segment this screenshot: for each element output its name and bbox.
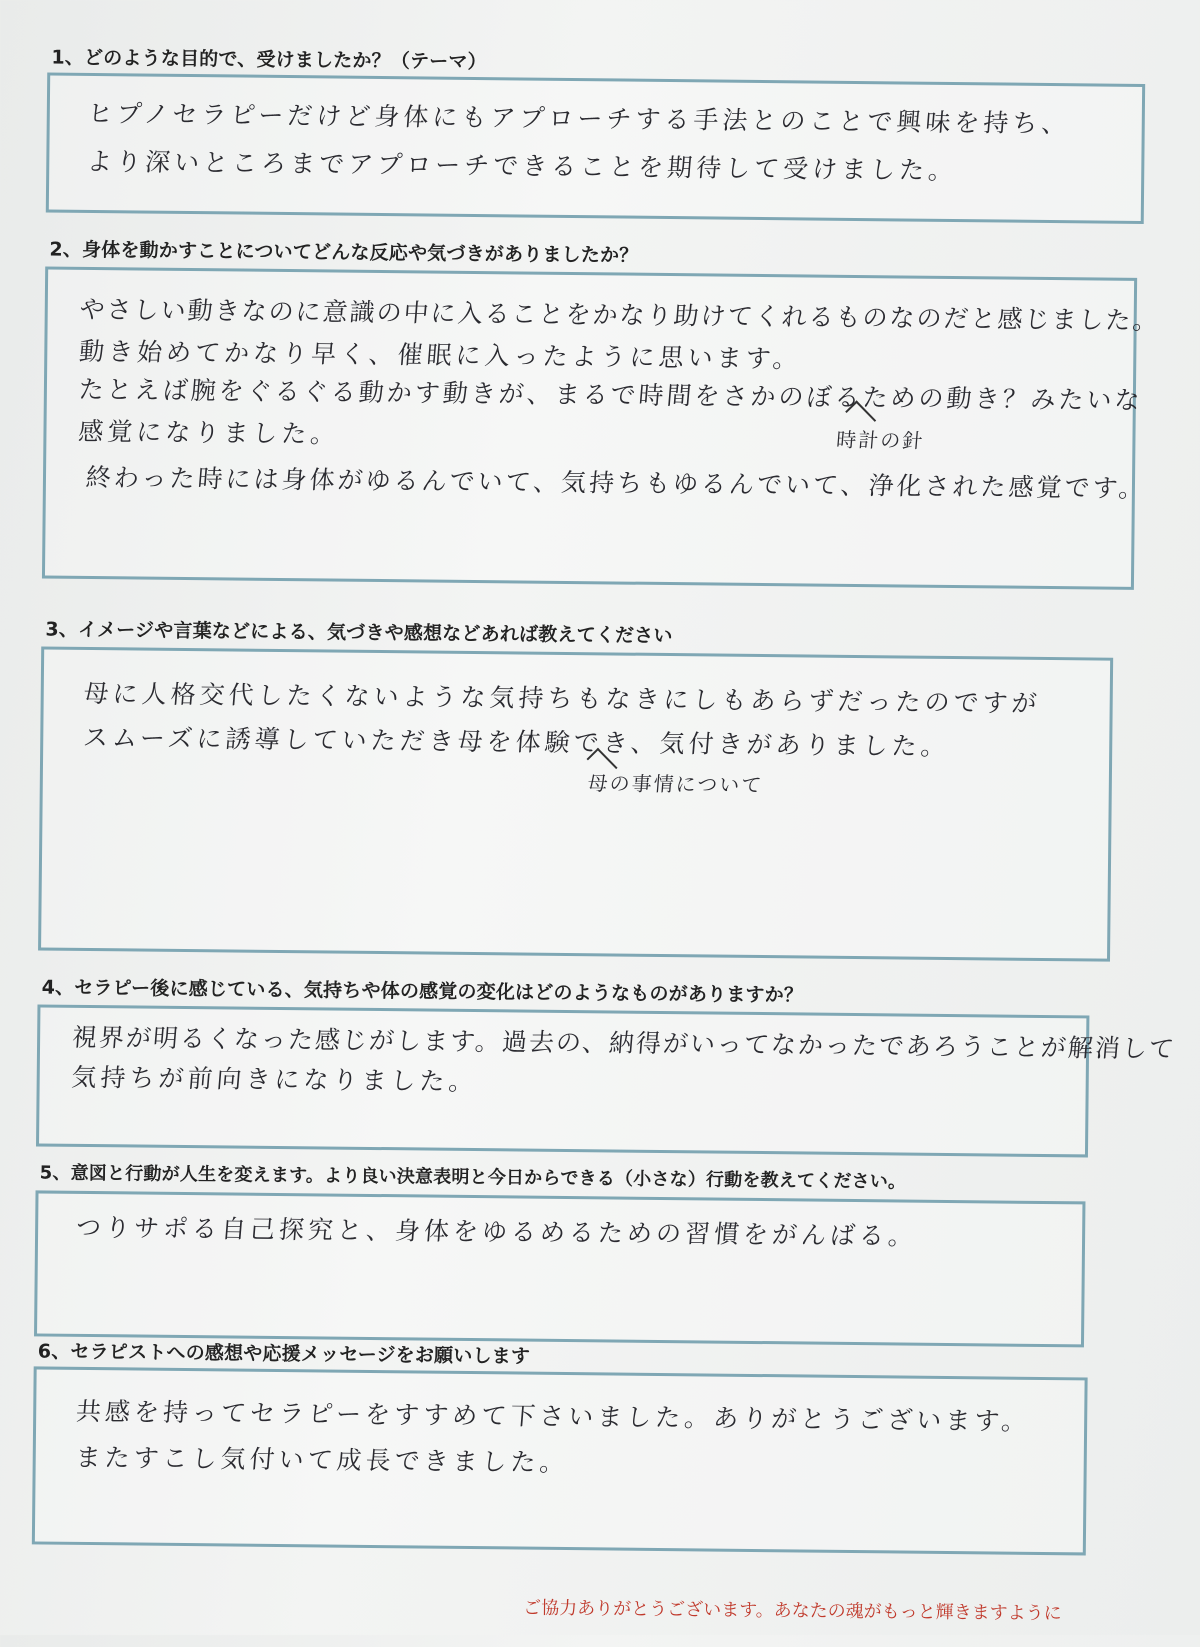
answer-box-6 [32, 1366, 1088, 1555]
answer-2-line-5: 終わった時には身体がゆるんでいて、気持ちもゆるんでいて、浄化された感覚です。 [84, 462, 1148, 504]
answer-6-line-2: またすこし気付いて成長できました。 [74, 1442, 570, 1478]
answer-2-insertion: 時計の針 [835, 427, 926, 453]
answer-box-1 [46, 72, 1145, 223]
footer-message: ご協力ありがとうございます。あなたの魂がもっと輝きますように [523, 1597, 1062, 1625]
answer-1-line-1: ヒプノセラピーだけど身体にもアプローチする手法とのことで興味を持ち、 [86, 98, 1072, 139]
answer-box-5 [34, 1190, 1085, 1347]
answer-3-line-1: 母に人格交代したくないような気持ちもなきにしもあらずだったのですが [82, 678, 1042, 718]
question-6: 6、セラピストへの感想や応援メッセージをお願いします [37, 1340, 531, 1368]
question-5: 5、意図と行動が人生を変えます。より良い決意表明と今日からできる（小さな）行動を教えてください。 [39, 1162, 907, 1193]
answer-6-line-1: 共感を持ってセラピーをすすめて下さいました。ありがとうございます。 [74, 1396, 1032, 1436]
answer-2-line-4: 感覚になりました。 [77, 416, 341, 449]
answer-3-line-2: スムーズに誘導していただき母を体験でき、気付きがありました。 [82, 722, 951, 761]
answer-2-line-1: やさしい動きなのに意識の中に入ることをかなり助けてくれるものなのだと感じました。 [78, 294, 1161, 336]
answer-1-line-2: より深いところまでアプローチできることを期待して受けました。 [86, 146, 959, 186]
answer-5-line-1: つりサポる自己探究と、身体をゆるめるための習慣をがんばる。 [74, 1212, 919, 1251]
question-1: 1、どのような目的で、受けましたか？（テーマ） [51, 46, 487, 74]
answer-box-2 [42, 266, 1161, 589]
question-3: 3、イメージや言葉などによる、気づきや感想などあれば教えてください [45, 618, 673, 648]
answer-box-3 [38, 646, 1113, 961]
answer-box-4 [36, 1004, 1178, 1157]
question-4: 4、セラピー後に感じている、気持ちや体の感覚の変化はどのようなものがありますか？ [41, 976, 804, 1007]
answer-2-line-3: たとえば腕をぐるぐる動かす動きが、まるで時間をさかのぼるための動き？みたいな [77, 374, 1144, 415]
answer-4-line-2: 気持ちが前向きになりました。 [70, 1062, 479, 1097]
answer-3-insertion: 母の事情について [586, 771, 765, 798]
answer-2-line-2: 動き始めてかなり早く、催眠に入ったように思います。 [78, 336, 803, 374]
answer-4-line-1: 視界が明るくなった感じがします。過去の、納得がいってなかったであろうことが解消して [70, 1022, 1178, 1064]
question-2: 2、身体を動かすことについてどんな反応や気づきがありましたか？ [49, 238, 639, 267]
